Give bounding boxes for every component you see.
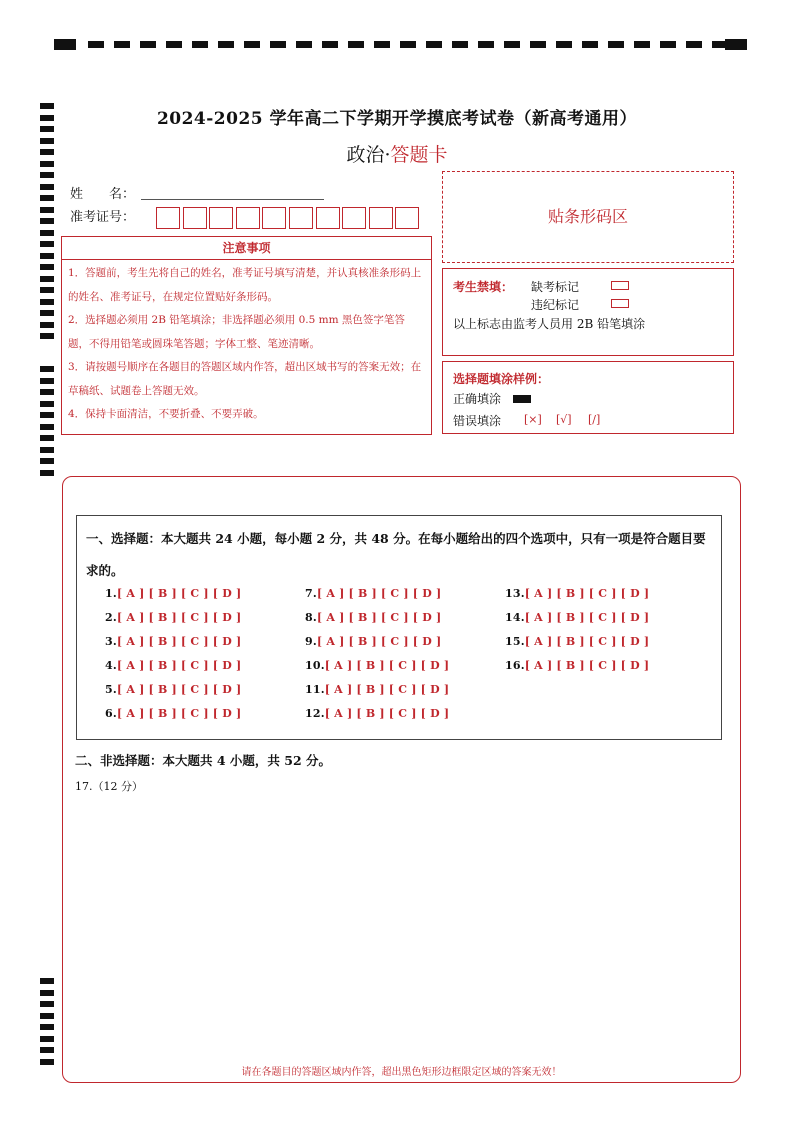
barcode-area — [442, 171, 734, 263]
choice-question[interactable] — [305, 683, 449, 696]
question-number: 1. — [105, 587, 117, 600]
question-number: 13. — [505, 587, 525, 600]
question-number: 15. — [505, 635, 525, 648]
notice-title: 注意事项 — [222, 241, 271, 255]
choice-question[interactable] — [305, 587, 441, 600]
barcode-label: 贴条形码区 — [547, 207, 628, 226]
id-digit-box[interactable] — [236, 207, 260, 229]
id-digit-box[interactable] — [262, 207, 286, 229]
timing-mark — [40, 412, 54, 418]
timing-mark — [192, 41, 208, 48]
timing-mark — [504, 41, 520, 48]
timing-mark — [40, 207, 54, 213]
notice-box — [61, 259, 432, 435]
timing-mark — [40, 218, 54, 224]
id-digit-box[interactable] — [209, 207, 233, 229]
answer-options[interactable]: [ A ] [ B ] [ C ] [ D ] — [524, 635, 650, 648]
timing-mark — [166, 41, 182, 48]
timing-mark — [40, 287, 54, 293]
timing-mark — [426, 41, 442, 48]
timing-mark — [608, 41, 624, 48]
timing-mark — [40, 470, 54, 476]
answer-options[interactable]: [ A ] [ B ] [ C ] [ D ] — [316, 587, 442, 600]
question-number: 6. — [105, 707, 117, 720]
choice-question[interactable] — [305, 611, 441, 624]
notice-item-3: 3．请按题号顺序在各题目的答题区域内作答，超出区域书写的答案无效；在草稿纸、试题卷上答题无效。 — [68, 361, 422, 397]
timing-mark — [348, 41, 364, 48]
timing-mark — [582, 41, 598, 48]
choice-question[interactable] — [105, 707, 241, 720]
choice-question[interactable] — [305, 635, 441, 648]
choice-question[interactable] — [105, 611, 241, 624]
absent-label: 缺考标记 — [531, 280, 580, 294]
absent-mark[interactable] — [611, 281, 629, 290]
question-number: 8. — [305, 611, 317, 624]
question-number: 9. — [305, 635, 317, 648]
wrong-mark-check: [√] — [556, 413, 572, 426]
timing-mark — [40, 1047, 54, 1053]
top-timing-marks — [0, 0, 794, 60]
section2-heading: 二、非选择题：本大题共 4 小题，共 52 分。 — [75, 753, 332, 768]
q17-answer-area[interactable] — [75, 795, 725, 1055]
timing-mark — [40, 401, 54, 407]
forbid-note: 以上标志由监考人员用 2B 铅笔填涂 — [453, 317, 646, 331]
timing-mark — [478, 41, 494, 48]
timing-mark — [88, 41, 104, 48]
left-timing-marks — [38, 0, 58, 1125]
footer-note: 请在各题目的答题区域内作答，超出黑色矩形边框限定区域的答案无效！ — [241, 1067, 562, 1078]
violation-mark[interactable] — [611, 299, 629, 308]
timing-mark — [686, 41, 702, 48]
answer-options[interactable]: [ A ] [ B ] [ C ] [ D ] — [524, 587, 650, 600]
id-digit-box[interactable] — [342, 207, 366, 229]
timing-mark — [40, 1036, 54, 1042]
question-number: 2. — [105, 611, 117, 624]
question-number: 14. — [505, 611, 525, 624]
answer-options[interactable]: [ A ] [ B ] [ C ] [ D ] — [116, 659, 242, 672]
timing-mark — [40, 241, 54, 247]
choice-question[interactable] — [505, 611, 649, 624]
timing-mark — [40, 299, 54, 305]
timing-mark — [114, 41, 130, 48]
choice-question[interactable] — [505, 659, 649, 672]
timing-mark — [40, 310, 54, 316]
wrong-mark-slash: [/] — [588, 413, 601, 426]
timing-mark — [40, 1059, 54, 1065]
question-number: 7. — [305, 587, 317, 600]
choice-question[interactable] — [105, 659, 241, 672]
answer-options[interactable]: [ A ] [ B ] [ C ] [ D ] — [116, 683, 242, 696]
answer-options[interactable]: [ A ] [ B ] [ C ] [ D ] — [116, 635, 242, 648]
id-digit-box[interactable] — [316, 207, 340, 229]
answer-options[interactable]: [ A ] [ B ] [ C ] [ D ] — [324, 683, 450, 696]
wrong-fill-label: 错误填涂 — [453, 414, 502, 428]
timing-mark — [40, 172, 54, 178]
timing-mark — [40, 447, 54, 453]
timing-mark — [40, 978, 54, 984]
choice-question[interactable] — [305, 707, 449, 720]
timing-mark — [40, 230, 54, 236]
timing-mark — [40, 424, 54, 430]
answer-options[interactable]: [ A ] [ B ] [ C ] [ D ] — [116, 611, 242, 624]
exam-forbid-box — [442, 268, 734, 356]
notice-title-box — [61, 236, 432, 260]
answer-options[interactable]: [ A ] [ B ] [ C ] [ D ] — [524, 611, 650, 624]
timing-mark — [634, 41, 650, 48]
answer-options[interactable]: [ A ] [ B ] [ C ] [ D ] — [116, 587, 242, 600]
id-digit-box[interactable] — [156, 207, 180, 229]
question-number: 16. — [505, 659, 525, 672]
timing-mark — [296, 41, 312, 48]
section1-heading: 一、选择题：本大题共 24 小题，每小题 2 分，共 48 分。在每小题给出的四个选项中，只有一项是符合题目要求的。 — [86, 531, 706, 578]
choice-question[interactable] — [505, 587, 649, 600]
timing-mark — [40, 253, 54, 259]
timing-mark — [270, 41, 286, 48]
id-digit-box[interactable] — [289, 207, 313, 229]
timing-mark — [452, 41, 468, 48]
name-field[interactable] — [141, 199, 324, 200]
page-title: 2024-2025 学年高二下学期开学摸底考试卷（新高考通用） — [156, 109, 638, 129]
timing-mark — [660, 41, 676, 48]
id-digit-box[interactable] — [183, 207, 207, 229]
question-number: 4. — [105, 659, 117, 672]
q17-label: 17.（12 分） — [75, 780, 143, 793]
choice-question[interactable] — [105, 587, 241, 600]
violation-label: 违纪标记 — [531, 298, 580, 312]
timing-mark — [40, 990, 54, 996]
correct-fill-label: 正确填涂 — [453, 392, 502, 406]
timing-mark — [374, 41, 390, 48]
notice-item-1: 1．答题前，考生先将自己的姓名，准考证号填写清楚，并认真核准条形码上的姓名、准考证号，在规定位置贴好条形码。 — [68, 267, 422, 303]
choice-question[interactable] — [505, 635, 649, 648]
timing-mark — [712, 41, 728, 48]
timing-mark — [218, 41, 234, 48]
answer-options[interactable]: [ A ] [ B ] [ C ] [ D ] — [524, 659, 650, 672]
choice-question[interactable] — [105, 635, 241, 648]
timing-mark — [40, 195, 54, 201]
question-number: 12. — [305, 707, 325, 720]
correct-fill-sample — [513, 395, 531, 403]
subject-title: 政治·答题卡 — [346, 144, 448, 166]
name-label: 姓 名： — [70, 187, 136, 202]
id-label: 准考证号： — [70, 210, 136, 225]
timing-mark — [400, 41, 416, 48]
answer-options[interactable]: [ A ] [ B ] [ C ] [ D ] — [324, 659, 450, 672]
timing-mark — [40, 366, 54, 372]
timing-mark — [40, 184, 54, 190]
fill-sample-box — [442, 361, 734, 434]
fill-sample-title: 选择题填涂样例： — [453, 372, 550, 386]
question-number: 11. — [305, 683, 325, 696]
timing-mark — [40, 458, 54, 464]
answer-options[interactable]: [ A ] [ B ] [ C ] [ D ] — [316, 635, 442, 648]
choice-question[interactable] — [305, 659, 449, 672]
id-digit-box[interactable] — [395, 207, 419, 229]
id-number-boxes[interactable] — [156, 207, 426, 229]
question-number: 5. — [105, 683, 117, 696]
timing-mark — [40, 378, 54, 384]
notice-item-4: 4．保持卡面清洁，不要折叠、不要弄破。 — [68, 408, 264, 420]
timing-mark — [556, 41, 572, 48]
timing-mark — [140, 41, 156, 48]
timing-mark — [40, 1001, 54, 1007]
answer-options[interactable]: [ A ] [ B ] [ C ] [ D ] — [324, 707, 450, 720]
timing-mark — [40, 1013, 54, 1019]
timing-mark — [530, 41, 546, 48]
timing-mark — [40, 1024, 54, 1030]
timing-mark — [244, 41, 260, 48]
timing-mark — [40, 264, 54, 270]
timing-mark — [40, 276, 54, 282]
timing-mark — [322, 41, 338, 48]
question-number: 3. — [105, 635, 117, 648]
choice-question[interactable] — [105, 683, 241, 696]
notice-item-2: 2．选择题必须用 2B 铅笔填涂；非选择题必须用 0.5 mm 黑色签字笔答题，不得用铅笔或圆珠笔答题；字体工整、笔迹清晰。 — [68, 314, 405, 350]
timing-mark — [40, 322, 54, 328]
answer-options[interactable]: [ A ] [ B ] [ C ] [ D ] — [116, 707, 242, 720]
forbid-label: 考生禁填： — [453, 280, 514, 294]
id-digit-box[interactable] — [369, 207, 393, 229]
timing-mark — [40, 389, 54, 395]
question-number: 10. — [305, 659, 325, 672]
timing-mark — [40, 333, 54, 339]
answer-options[interactable]: [ A ] [ B ] [ C ] [ D ] — [316, 611, 442, 624]
timing-mark — [40, 435, 54, 441]
wrong-mark-x: [×] — [524, 413, 542, 426]
